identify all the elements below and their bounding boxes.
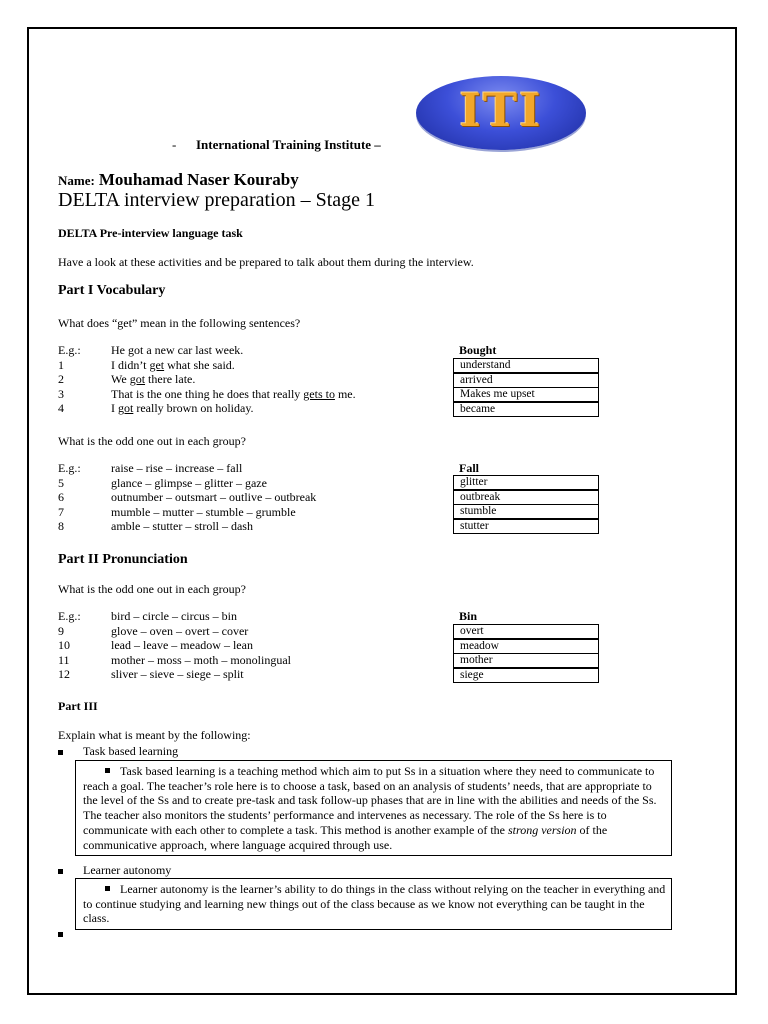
tbl-label: Task based learning [83,744,179,758]
answer-box: meadow [453,639,599,654]
item-text: glance – glimpse – glitter – gaze [111,475,267,490]
item-number: 4 [58,401,64,416]
item-text: mumble – mutter – stumble – grumble [111,504,296,519]
item-number: 10 [58,638,70,653]
item-text-post: me. [334,386,356,401]
item-text: raise – rise – increase – fall [111,461,243,475]
example-answer: Bought [459,343,497,357]
answer-box: became [453,402,599,417]
item-text-post: really brown on holiday. [133,401,254,416]
item-text: glove – oven – overt – cover [111,623,249,638]
item-number: 9 [58,623,64,638]
bullet-icon [58,750,63,755]
page-title: DELTA interview preparation – Stage 1 [58,189,376,211]
item-number: 11 [58,652,70,667]
iti-logo-text: ITI [459,83,543,137]
name-label: Name: [58,173,95,188]
part1-question-get: What does “get” mean in the following sentences? [58,316,301,330]
answer-box: arrived [453,373,599,388]
header-dash: - [172,137,177,152]
item-text [111,343,243,358]
item-number: 7 [58,504,64,519]
item-number: 3 [58,386,64,401]
bullet-icon [105,768,110,773]
la-answer-box [75,878,672,930]
item-text: outnumber – outsmart – outlive – outbreak [111,490,317,505]
item-number: 2 [58,372,64,387]
item-number: 8 [58,519,64,534]
item-number: 5 [58,475,64,490]
item-number: 1 [58,357,64,372]
item-text-underlined: got [118,401,134,416]
item-text-post: there late. [145,372,196,387]
example-answer: Bin [459,609,478,623]
answer-box: mother [453,653,599,668]
answer-box: stutter [453,519,599,534]
answer-box: understand [453,358,599,373]
part2-heading: Part II Pronunciation [58,552,188,567]
item-text: amble – stutter – stroll – dash [111,519,253,534]
tbl-answer-box [75,760,672,856]
item-number: 12 [58,667,70,682]
part1-heading: Part I Vocabulary [58,283,166,298]
item-text-underlined: gets to [303,386,335,401]
answer-box: outbreak [453,490,599,505]
institute-name: International Training Institute – [196,137,381,152]
example-answer: Fall [459,461,479,475]
part2-question: What is the odd one out in each group? [58,582,246,596]
answer-box: stumble [453,504,599,519]
empty-bullet [58,925,71,943]
part1-question-odd: What is the odd one out in each group? [58,434,246,448]
tbl-text-1: Task based learning is a teaching method which aim to put Ss in a situation where they need to communicate to reach a goal. The teacher’s role here is to choose a task, based on an analysis of students’ needs, that are appropriate to the level of the Ss and to create pre-task and task follow-up phases that are in line with the abilities and needs of the Ss. The teacher also monitors the students’ performance and intervenes as necessary. The role of the Ss here is to communicate with each other to complete a task. This method is another example of the [83,764,657,837]
tbl-italic: strong version [507,822,577,837]
item-number: E.g.: [58,343,81,357]
answer-box: glitter [453,475,599,490]
item-text [111,372,195,387]
item-text [111,358,235,373]
bullet-icon [58,869,63,874]
answer-box: Makes me upset [453,387,599,402]
item-text-pre: He got a new car last week. [111,343,244,357]
item-text-underlined: got [129,372,146,387]
iti-logo [416,76,586,150]
answer-box: siege [453,668,599,683]
answer-box: overt [453,624,599,639]
item-text-underlined: get [149,357,165,372]
bullet-icon [58,932,63,937]
item-number: E.g.: [58,461,81,475]
la-label: Learner autonomy [83,863,172,877]
task-subtitle: DELTA Pre-interview language task [58,226,243,240]
name-value: Mouhamad Naser Kouraby [98,170,299,189]
bullet-icon [105,886,110,891]
item-text: mother – moss – moth – monolingual [111,652,291,667]
item-text-post: what she said. [164,357,235,372]
la-text: Learner autonomy is the learner’s ability to do things in the class without relying on the teacher in everything and to continue studying and learning new things out of the class because as we know not everything can be taught in the class. [83,882,666,926]
item-text-pre: I didn’t [111,357,150,372]
item-number: E.g.: [58,609,81,623]
part3-heading: Part III [58,699,98,713]
tbl-bullet-line [58,744,178,759]
part3-question: Explain what is meant by the following: [58,728,251,742]
item-text-pre: I [111,401,118,416]
item-number: 6 [58,490,64,505]
item-text-pre: We [111,372,130,387]
item-text: bird – circle – circus – bin [111,609,237,623]
item-text-pre: That is the one thing he does that really [111,386,304,401]
item-text: sliver – sieve – siege – split [111,667,244,682]
intro-text: Have a look at these activities and be prepared to talk about them during the interview. [58,255,474,269]
tbl-text-2: of the communicative approach, where language acquired through use. [83,822,608,852]
item-text [111,387,356,402]
name-line [58,170,299,190]
item-text: lead – leave – meadow – lean [111,638,253,653]
la-bullet-line [58,863,171,878]
item-text [111,401,254,416]
